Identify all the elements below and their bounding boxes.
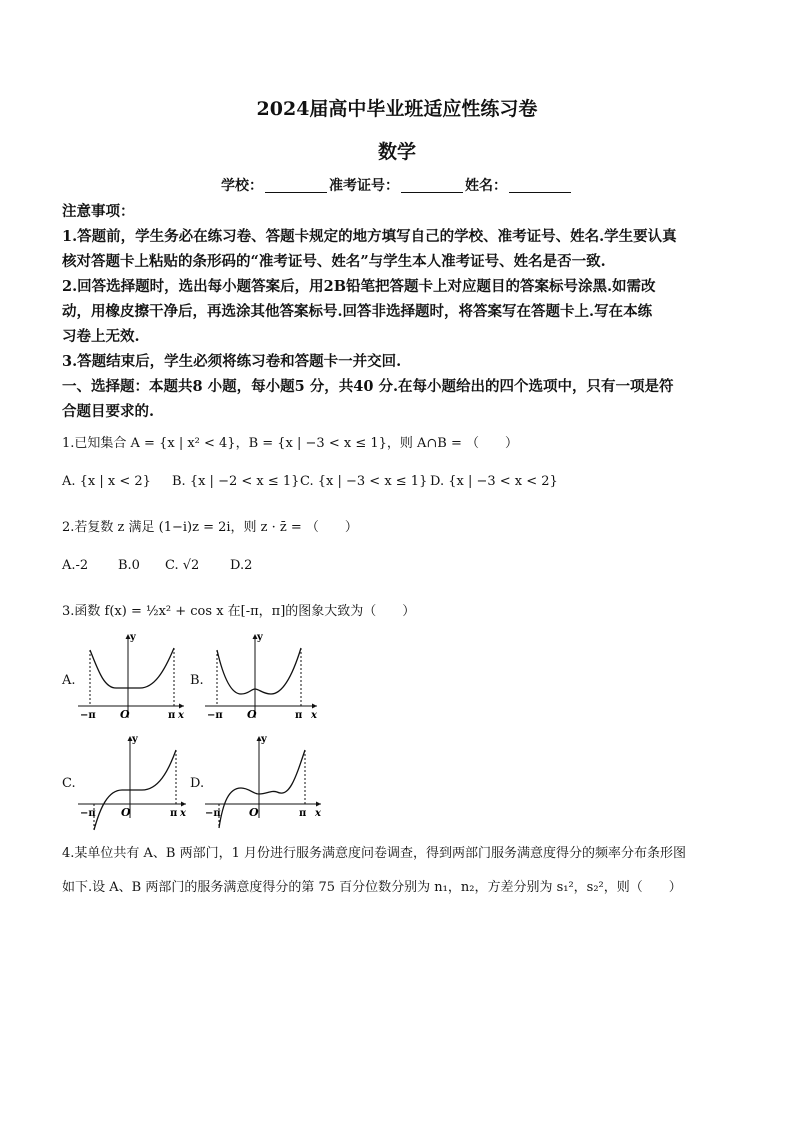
axis-y-label: y xyxy=(257,632,263,643)
q3-option-b-label: B. xyxy=(190,673,204,688)
axis-x-label: x xyxy=(315,808,321,819)
exam-subject: 数学 xyxy=(377,141,416,163)
pos-pi-label: π xyxy=(168,710,176,720)
q3-graph-b xyxy=(205,630,320,720)
q3-graph-c xyxy=(78,732,190,832)
neg-pi-label: −π xyxy=(80,710,96,720)
notice-line: 1.答题前，学生务必在练习卷、答题卡规定的地方填写自己的学校、准考证号、姓名.学生要认真 xyxy=(62,228,677,245)
q3-option-d-label: D. xyxy=(190,776,205,791)
axis-x-label: x xyxy=(178,710,184,720)
notice-line: 动，用橡皮擦干净后，再选涂其他答案标号.回答非选择题时，将答案写在答题卡上.写在本练 xyxy=(62,303,653,320)
exam-id-label: 准考证号： xyxy=(329,178,399,194)
q2-option-d: D.2 xyxy=(230,558,253,573)
pos-pi-label: π xyxy=(295,710,303,720)
q2-option-c: C. √2 xyxy=(165,558,200,573)
q3-option-a-label: A. xyxy=(62,673,76,688)
q3-graph-a xyxy=(78,630,188,720)
question-4-stem: 4.某单位共有 A、B 两部门，1 月份进行服务满意度问卷调查，得到两部门服务满意度得分的频率分布条形图 xyxy=(62,846,687,861)
origin-label: O xyxy=(120,708,130,720)
question-3-stem: 3.函数 f(x) = ½x² + cos x 在[-π，π]的图象大致为（ ） xyxy=(62,604,416,619)
section-heading: 一、选择题：本题共8 小题，每小题5 分，共40 分.在每小题给出的四个选项中，只有一项是符 xyxy=(62,378,674,395)
school-label: 学校： xyxy=(221,178,263,194)
name-blank xyxy=(509,178,571,193)
question-4-stem-cont: 如下.设 A、B 两部门的服务满意度得分的第 75 百分位数分别为 n₁，n₂，方差分别为 s₁²，s₂²，则（ ） xyxy=(62,880,682,895)
axis-y-label: y xyxy=(132,734,138,745)
question-2-stem: 2.若复数 z 满足 (1−i)z = 2i，则 z · z̄ = （ ） xyxy=(62,520,358,535)
axis-x-label: x xyxy=(311,710,317,720)
notice-line: 核对答题卡上粘贴的条形码的“准考证号、姓名”与学生本人准考证号、姓名是否一致. xyxy=(62,253,606,270)
pos-pi-label: π xyxy=(299,808,307,819)
exam-title: 2024届高中毕业班适应性练习卷 xyxy=(256,98,538,120)
axis-x-label: x xyxy=(180,808,186,819)
neg-pi-label: −π xyxy=(80,808,96,819)
notice-line: 习卷上无效. xyxy=(62,328,140,345)
notice-line: 2.回答选择题时，选出每小题答案后，用2B铅笔把答题卡上对应题目的答案标号涂黑.如需改 xyxy=(62,278,656,295)
notice-heading: 注意事项： xyxy=(62,203,135,220)
origin-label: O xyxy=(121,806,131,819)
q3-option-c-label: C. xyxy=(62,776,76,791)
axis-y-label: y xyxy=(130,632,136,643)
neg-pi-label: −π xyxy=(205,808,221,819)
origin-label: O xyxy=(247,708,257,720)
student-info-row xyxy=(0,175,794,195)
q3-graph-d xyxy=(205,732,325,832)
q1-option-c: C. {x | −3 < x ≤ 1} xyxy=(300,474,428,489)
origin-label: O xyxy=(249,806,259,819)
name-label: 姓名： xyxy=(465,178,507,194)
section-heading-cont: 合题目要求的. xyxy=(62,403,155,420)
exam-id-blank xyxy=(401,178,463,193)
q2-option-b: B.0 xyxy=(118,558,140,573)
neg-pi-label: −π xyxy=(207,710,223,720)
q1-option-d: D. {x | −3 < x < 2} xyxy=(430,474,558,489)
q1-option-b: B. {x | −2 < x ≤ 1} xyxy=(172,474,300,489)
q1-option-a: A. {x | x < 2} xyxy=(62,474,151,489)
axis-y-label: y xyxy=(261,734,267,745)
question-1-stem: 1.已知集合 A = {x | x² < 4}，B = {x | −3 < x ≤ 1}，则 A∩B = （ ） xyxy=(62,436,519,451)
notice-line: 3.答题结束后，学生必须将练习卷和答题卡一并交回. xyxy=(62,353,402,370)
q2-option-a: A.-2 xyxy=(62,558,89,573)
pos-pi-label: π xyxy=(170,808,178,819)
school-blank xyxy=(265,178,327,193)
